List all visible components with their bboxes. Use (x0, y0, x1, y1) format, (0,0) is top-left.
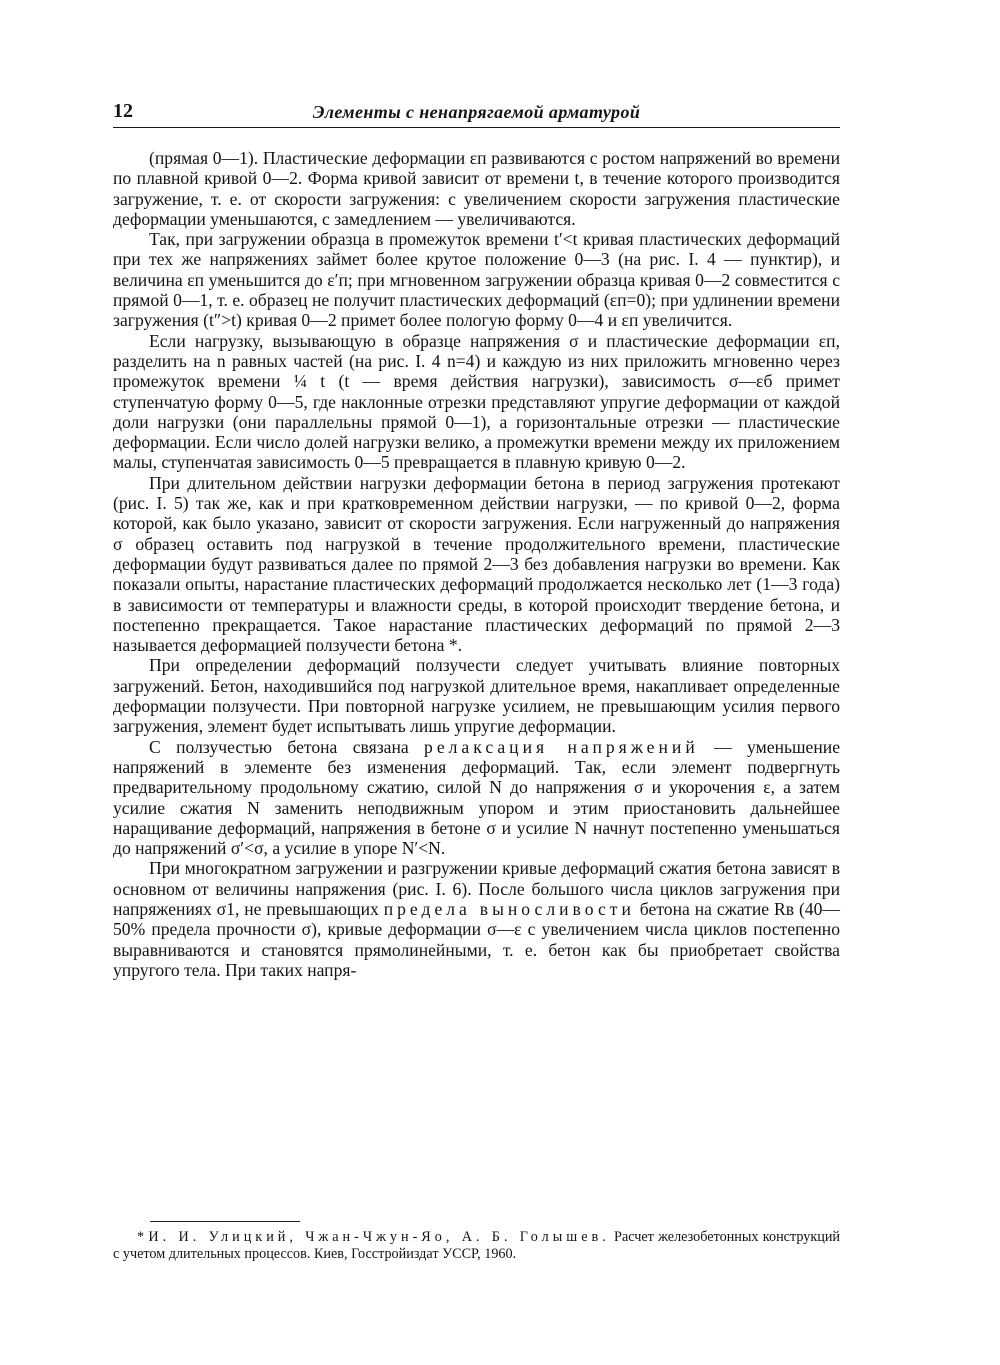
page-header (113, 100, 840, 126)
paragraph-1: (прямая 0—1). Пластические деформации εп развиваются с ростом напряжений во времени по плавной кривой 0—2. Форма кривой зависит от времени t, в течение которого производится загружение, т. е. от скорости загружения: с увеличением скорости загружения пластические деформации уменьшаются, с замедлением — увеличиваются. (113, 148, 840, 229)
footnote-rule (150, 1221, 300, 1222)
paragraph-2: Так, при загружении образца в промежуток времени t′<t кривая пластических деформаций при тех же напряжениях займет более крутое положение 0—3 (на рис. I. 4 — пунктир), и величина εп уменьшится до ε′п; при мгновенном загружении образца кривая 0—2 совместится с прямой 0—1, т. е. образец не получит пластических деформаций (εп=0); при удлинении времени загружения (t″>t) кривая 0—2 примет более пологую форму 0—4 и εп увеличится. (113, 229, 840, 331)
paragraph-6-end: — уменьшение напряжений в элементе без изменения деформаций. Так, если элемент подвергнуть предварительному продольному сжатию, силой N до напряжения σ и укорочения ε, а затем усилие сжатия N заменить неподвижным упором и этим приостановить дальнейшее наращивание деформаций, напряжения в бетоне σ и усилие N начнут постепенно уменьшаться до напряжений σ′<σ, а усилие в упоре N′<N. (113, 736, 841, 859)
paragraph-4: При длительном действии нагрузки деформации бетона в период загружения протекают (рис. I. 5) так же, как и при кратковременном действии нагрузки, — по кривой 0—2, форма которой, как было указано, зависит от скорости загружения. Если нагруженный до напряжения σ образец оставить под нагрузкой в течение продолжительного времени, пластические деформации будут развиваться далее по прямой 2—3 без добавления нагрузки во времени. Как показали опыты, нарастание пластических деформаций продолжается несколько лет (1—3 года) в зависимости от температуры и влажности среды, в которой происходит твердение бетона, и постепенно прекращается. Такое нарастание пластических деформаций по прямой 2—3 называется деформацией ползучести бетона *. (113, 472, 840, 656)
paragraph-5: При определении деформаций ползучести следует учитывать влияние повторных загружений. Бетон, находившийся под нагрузкой длительное время, накапливает определенные деформации ползучести. При повторной нагрузке усилием, не превышающим усилия первого загружения, элемент будет испытывать лишь упругие деформации. (113, 655, 840, 737)
footnote-marker: * (137, 1229, 149, 1245)
footnote-authors: И. И. Улицкий, Чжан-Чжун-Яо, А. Б. Голышев. (148, 1229, 610, 1245)
running-title: Элементы с ненапрягаемой арматурой (312, 102, 641, 122)
header-rule (113, 127, 840, 128)
footnote-text: Расчет железобетонных конструкций с учетом длительных процессов. Киев, Госстройиздат УССР, 1960. (113, 1229, 841, 1262)
page-number: 12 (113, 100, 133, 122)
body-text (113, 148, 840, 980)
term-relaxation: релаксация напряжений (424, 736, 699, 757)
term-endurance-limit: предела выносливости (383, 898, 635, 919)
paragraph-7-end: бетона на сжатие Rв (40—50% предела прочности σ), кривые деформации σ—ε с увеличением числа циклов постепенно выравниваются и становятся прямолинейными, т. е. бетон как бы приобретает свойства упругого тела. При таких напря- (113, 898, 840, 980)
paragraph-6 (113, 737, 840, 859)
paragraph-7-start: При многократном загружении и разгружении кривые деформаций сжатия бетона зависят в основном от величины напряжения (рис. I. 6). После большого числа циклов загружения при напряжениях σ1, не превышающих (113, 858, 840, 919)
footnote (113, 1229, 840, 1263)
paragraph-7 (113, 858, 840, 980)
paragraph-3: Если нагрузку, вызывающую в образце напряжения σ и пластические деформации εп, разделить на n равных частей (на рис. I. 4 n=4) и каждую из них приложить мгновенно через промежуток времени ¼ t (t — время действия нагрузки), зависимость σ—εб примет ступенчатую форму 0—5, где наклонные отрезки представляют упругие деформации от каждой доли нагрузки (они параллельны прямой 0—1), а горизонтальные отрезки — пластические деформации. Если число долей нагрузки велико, а промежутки времени между их приложением малы, ступенчатая зависимость 0—5 превращается в плавную кривую 0—2. (113, 330, 840, 473)
paragraph-6-start: С ползучестью бетона связана (149, 736, 425, 757)
